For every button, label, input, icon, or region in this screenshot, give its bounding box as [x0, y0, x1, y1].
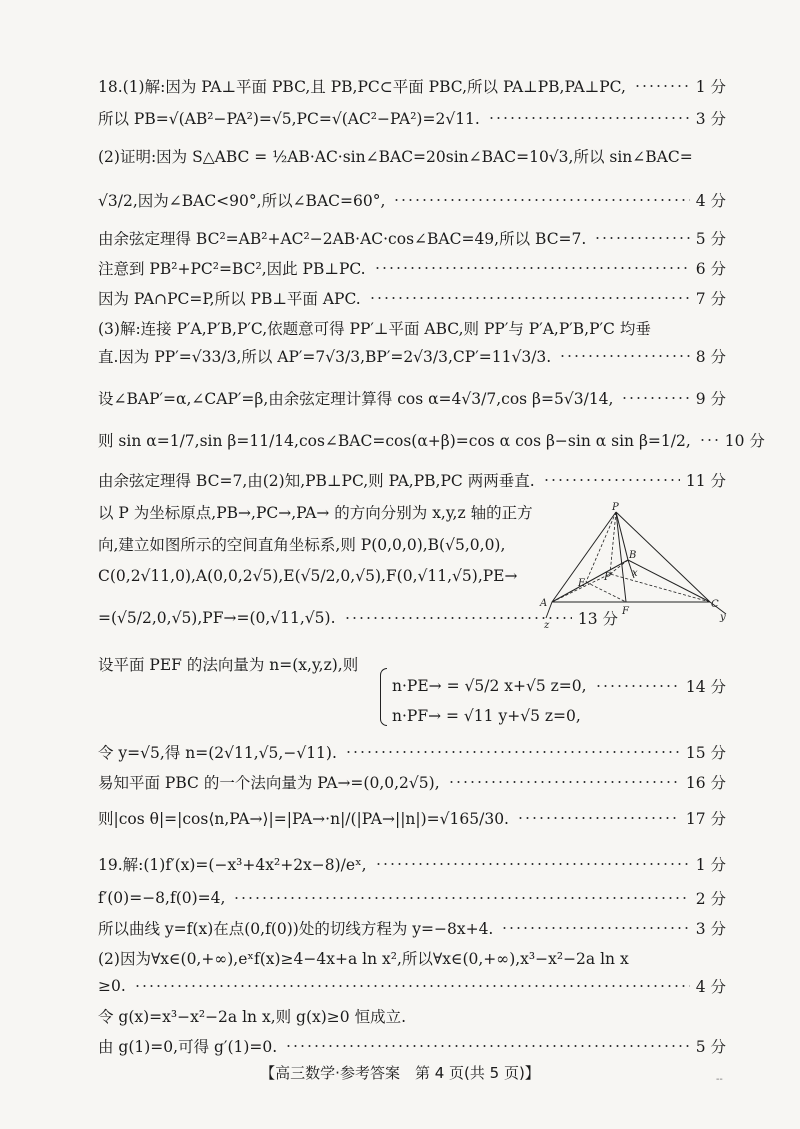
answer-line — [98, 71, 726, 101]
answer-text: =(√5/2,0,√5),PF→=(0,√11,√5). — [98, 609, 336, 627]
dot-leader — [134, 985, 690, 987]
dot-leader — [634, 85, 690, 87]
edge-BC — [628, 560, 710, 602]
answer-line — [98, 383, 726, 413]
answer-line — [98, 185, 726, 215]
score-label: 6 分 — [695, 260, 726, 278]
score-label: 5 分 — [695, 230, 726, 248]
corner-mark: -- — [716, 1074, 723, 1085]
dot-leader — [559, 355, 690, 357]
score-label: 15 分 — [685, 744, 726, 762]
score-label: 4 分 — [695, 192, 726, 210]
answer-text: 由 g(1)=0,可得 g′(1)=0. — [98, 1038, 278, 1056]
label-z: z — [544, 620, 550, 631]
answer-text: n·PE→ = √5/2 x+√5 z=0, — [392, 677, 587, 695]
dot-leader — [393, 199, 689, 201]
answer-text: 所以曲线 y=f(x)在点(0,f(0))处的切线方程为 y=−8x+4. — [98, 920, 494, 938]
answer-line — [98, 529, 563, 559]
answer-line — [98, 767, 726, 797]
label-B: B — [629, 550, 637, 561]
score-label: 11 分 — [685, 472, 726, 490]
label-A: A — [540, 598, 548, 609]
score-label: 17 分 — [685, 810, 726, 828]
answer-text: 所以 PB=√(AB²−PA²)=√5,PC=√(AC²−PA²)=2√11. — [98, 110, 480, 128]
answer-text: 易知平面 PBC 的一个法向量为 PA→=(0,0,2√5), — [98, 774, 440, 792]
dot-leader — [543, 479, 680, 481]
answer-line — [98, 465, 726, 495]
answer-line — [98, 913, 726, 943]
answer-text: 设平面 PEF 的法向量为 n=(x,y,z),则 — [98, 656, 359, 674]
answer-line — [98, 1001, 726, 1031]
segment-PP-prime — [610, 512, 616, 574]
answer-text: (2)因为∀x∈(0,+∞),eˣf(x)≥4−4x+a ln x²,所以∀x∈(0,+∞),x³−x²−2a ln x — [98, 950, 629, 968]
answer-line — [98, 425, 765, 455]
pyramid-figure — [530, 502, 730, 631]
dot-leader — [374, 267, 690, 269]
answer-line — [98, 341, 726, 371]
answer-line — [392, 671, 726, 701]
dot-leader — [594, 237, 689, 239]
dot-leader — [233, 897, 689, 899]
answer-line — [98, 313, 726, 343]
answer-line — [98, 253, 726, 283]
answer-text: ≥0. — [98, 977, 126, 995]
answer-text: 直.因为 PP′=√33/3,所以 AP′=7√3/3,BP′=2√3/3,CP′=11√3/3. — [98, 348, 552, 366]
score-label: 4 分 — [695, 978, 726, 996]
dot-leader — [448, 781, 680, 783]
answer-text: 令 y=√5,得 n=(2√11,√5,−√11). — [98, 744, 337, 762]
label-F: F — [622, 606, 629, 617]
page-footer: 【高三数学·参考答案 第 4 页(共 5 页)】 — [260, 1064, 540, 1082]
score-label: 10 分 — [724, 432, 765, 450]
dot-leader — [285, 1045, 690, 1047]
answer-line — [98, 223, 726, 253]
dot-leader — [488, 117, 690, 119]
label-E: E — [578, 578, 586, 589]
dot-leader — [369, 297, 690, 299]
answer-line — [98, 737, 726, 767]
score-label: 3 分 — [695, 920, 726, 938]
answer-text: √3/2,因为∠BAC<90°,所以∠BAC=60°, — [98, 192, 386, 210]
answer-text: 由余弦定理得 BC=7,由(2)知,PB⊥PC,则 PA,PB,PC 两两垂直. — [98, 472, 535, 490]
answer-text: 则|cos θ|=|cos⟨n,PA→⟩|=|PA→·n|/(|PA→||n|)=√165/30. — [98, 810, 509, 828]
score-label: 2 分 — [695, 890, 726, 908]
answer-text: 注意到 PB²+PC²=BC²,因此 PB⊥PC. — [98, 260, 366, 278]
answer-line — [98, 849, 726, 879]
answer-text: 18.(1)解:因为 PA⊥平面 PBC,且 PB,PC⊂平面 PBC,所以 PA⊥PB,PA⊥PC, — [98, 78, 626, 96]
answer-text: f′(0)=−8,f(0)=4, — [98, 889, 226, 907]
answer-text: 因为 PA∩PC=P,所以 PB⊥平面 APC. — [98, 290, 361, 308]
answer-text: 向,建立如图所示的空间直角坐标系,则 P(0,0,0),B(√5,0,0), — [98, 536, 506, 554]
score-label: 3 分 — [695, 110, 726, 128]
answer-line — [98, 497, 563, 527]
answer-line — [98, 103, 726, 133]
dot-leader — [595, 685, 680, 687]
dot-leader — [501, 927, 689, 929]
answer-line — [98, 561, 563, 591]
label-y: y — [720, 612, 726, 623]
answer-text: 令 g(x)=x³−x²−2a ln x,则 g(x)≥0 恒成立. — [98, 1008, 407, 1026]
answer-line — [392, 701, 726, 731]
score-label: 14 分 — [685, 678, 726, 696]
answer-text: n·PF→ = √11 y+√5 z=0, — [392, 707, 581, 725]
label-C: C — [711, 599, 719, 610]
answer-text: C(0,2√11,0),A(0,0,2√5),E(√5/2,0,√5),F(0,√11,√5),PE→ — [98, 567, 518, 585]
score-label: 5 分 — [695, 1038, 726, 1056]
score-label: 16 分 — [685, 774, 726, 792]
edge-PB — [616, 512, 628, 560]
segment-EF — [586, 582, 626, 602]
answer-line — [98, 883, 726, 913]
score-label: 9 分 — [695, 390, 726, 408]
segment-PF — [616, 512, 626, 602]
answer-line — [98, 283, 726, 313]
dot-leader — [621, 397, 689, 399]
label-P: P — [612, 502, 619, 513]
score-label: 8 分 — [695, 348, 726, 366]
answer-line — [98, 803, 726, 833]
answer-line — [98, 971, 726, 1001]
equation-system-brace — [380, 668, 387, 726]
answer-text: 19.解:(1)f′(x)=(−x³+4x²+2x−8)/eˣ, — [98, 856, 367, 874]
answer-text: 则 sin α=1/7,sin β=11/14,cos∠BAC=cos(α+β)=cos α cos β−sin α sin β=1/2, — [98, 432, 691, 450]
dot-leader — [517, 817, 680, 819]
answer-text: (3)解:连接 P′A,P′B,P′C,依题意可得 PP′⊥平面 ABC,则 PP′与 P′A,P′B,P′C 均垂 — [98, 320, 651, 338]
answer-text: (2)证明:因为 S△ABC = ½AB·AC·sin∠BAC=20sin∠BAC=10√3,所以 sin∠BAC= — [98, 148, 693, 166]
label-P-prime: P′ — [604, 572, 613, 583]
answer-text: 以 P 为坐标原点,PB→,PC→,PA→ 的方向分别为 x,y,z 轴的正方 — [98, 504, 533, 522]
answer-line — [98, 1031, 726, 1061]
answer-line — [98, 141, 726, 171]
dot-leader — [345, 751, 680, 753]
edge-AB — [552, 560, 628, 602]
score-label: 7 分 — [695, 290, 726, 308]
label-x: x — [632, 568, 638, 579]
score-label: 1 分 — [695, 856, 726, 874]
score-label: 1 分 — [695, 78, 726, 96]
answer-line — [98, 943, 726, 973]
dot-leader — [375, 863, 690, 865]
dot-leader — [699, 439, 719, 441]
score-label: 13 分 — [577, 610, 618, 628]
answer-text: 设∠BAP′=α,∠CAP′=β,由余弦定理计算得 cos α=4√3/7,cos β=5√3/14, — [98, 390, 614, 408]
answer-text: 由余弦定理得 BC²=AB²+AC²−2AB·AC·cos∠BAC=49,所以 BC=7. — [98, 230, 587, 248]
